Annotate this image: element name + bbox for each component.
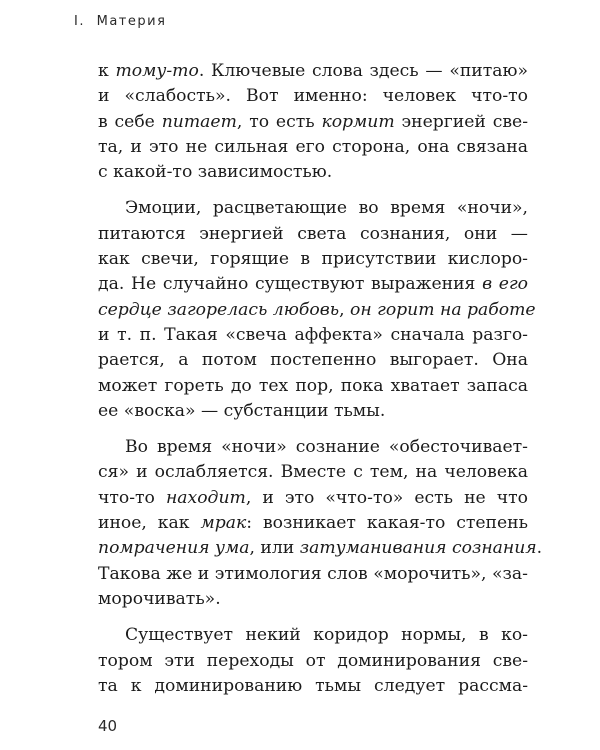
text-line: [98, 272, 528, 297]
text-run: Во время «ночи» сознание «обесточивает-: [125, 437, 528, 458]
text-run: и «слабость». Вот именно: человек что-то: [98, 86, 528, 107]
italic-phrase: мрак: [200, 513, 247, 534]
text-line: [98, 135, 528, 160]
text-run: в себе: [98, 111, 162, 132]
text-run: та, и это не сильная его сторона, она связана: [98, 136, 528, 157]
text-line: [98, 110, 528, 135]
text-run: энергией све-: [394, 111, 529, 132]
text-run: да. Не случайно существуют выражения: [98, 274, 483, 295]
text-run: , то есть: [236, 111, 322, 132]
text-run: рается, а потом постепенно выгорает. Она: [98, 350, 528, 371]
text-run: Существует некий коридор нормы, в ко-: [125, 625, 528, 646]
text-line: [98, 59, 528, 84]
paragraph: [98, 196, 536, 424]
running-head-roman: I.: [74, 14, 85, 29]
text-run: ,: [339, 299, 350, 320]
text-run: питаются энергией света сознания, они —: [98, 223, 528, 244]
paragraph: [98, 59, 528, 185]
text-run: Эмоции, расцветающие во время «ночи»,: [125, 198, 528, 219]
text-run: . Ключевые слова здесь — «питаю»: [198, 61, 528, 81]
text-line: [98, 674, 528, 699]
text-run: и т. п. Такая «свеча аффекта» сначала разго-: [98, 324, 528, 345]
italic-phrase: помрачения ума: [98, 538, 250, 559]
italic-phrase: затуманивания сознания: [299, 538, 537, 559]
text-line: [98, 247, 528, 272]
italic-phrase: тому-то: [115, 61, 199, 81]
text-line: [98, 298, 536, 323]
paragraph: [98, 435, 543, 612]
text-run: : возникает какая-то степень: [246, 513, 528, 534]
text-run: , или: [249, 538, 300, 559]
text-line: [98, 649, 528, 674]
text-line: [98, 348, 528, 373]
text-line: [98, 323, 528, 348]
text-run: .: [536, 538, 543, 559]
italic-phrase: кормит: [321, 111, 395, 132]
text-run: ся» и ослабляется. Вместе с тем, на человека: [98, 462, 528, 483]
text-run: морочивать».: [98, 588, 221, 609]
text-line: [98, 196, 528, 221]
text-line: [98, 623, 528, 648]
italic-phrase: питает: [161, 111, 237, 132]
text-run: к: [98, 61, 116, 81]
text-run: может гореть до тех пор, пока хватает запаса: [98, 375, 528, 396]
body-text: [98, 59, 543, 699]
running-head-title: Материя: [96, 14, 167, 29]
italic-phrase: он горит на работе: [350, 299, 536, 320]
italic-phrase: сердце загорелась любовь: [98, 299, 340, 320]
running-head: [74, 14, 166, 29]
italic-phrase: в его: [482, 274, 528, 295]
text-line: [98, 435, 528, 460]
text-run: Такова же и этимология слов «морочить», «за-: [98, 563, 528, 584]
paragraph: [98, 623, 528, 699]
text-line: [98, 160, 528, 185]
text-run: ее «воска» — субстанции тьмы.: [98, 400, 386, 421]
text-line: [98, 399, 528, 424]
text-run: иное, как: [98, 513, 201, 534]
text-run: что-то: [98, 487, 166, 508]
page-number: 40: [98, 717, 118, 735]
text-line: [98, 374, 528, 399]
text-line: [98, 587, 528, 612]
text-run: та к доминированию тьмы следует рассма-: [98, 675, 528, 696]
italic-phrase: находит: [165, 487, 246, 508]
text-line: [98, 222, 528, 247]
text-line: [98, 562, 528, 587]
text-line: [98, 511, 528, 536]
text-line: [98, 84, 528, 109]
text-line: [98, 460, 528, 485]
text-run: как свечи, горящие в присутствии кислоро-: [98, 249, 528, 270]
text-run: тором эти переходы от доминирования све-: [98, 650, 528, 671]
text-run: , и это «что-то» есть не что: [245, 487, 528, 508]
text-line: [98, 486, 528, 511]
text-run: с какой-то зависимостью.: [98, 162, 333, 183]
text-line: [98, 536, 543, 561]
